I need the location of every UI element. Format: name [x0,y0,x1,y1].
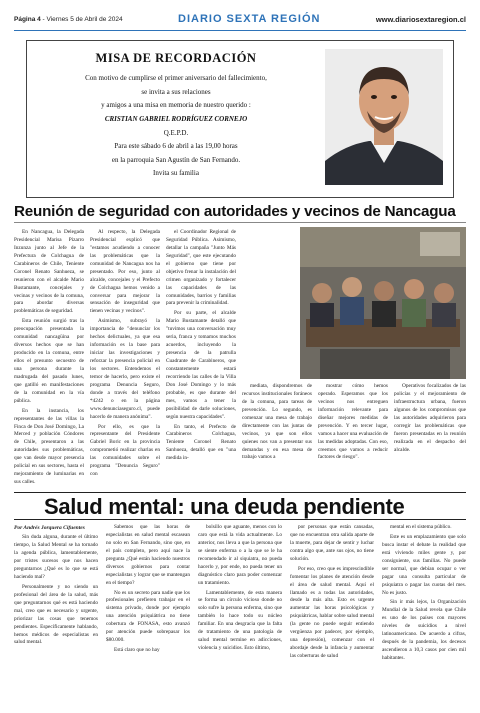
article2-column-1 [14,524,98,649]
meeting-photo [300,227,466,379]
article1-column-5 [318,383,388,464]
memorial-title: MISA DE RECORDACIÓN [95,51,257,65]
paragraph: Al respecto, la Delegada Presidencial explicó que "estamos acudiendo a conocer las problemáticas que la comunidad de Nancagua nos ha presentado. Por eso, junto al alcalde, concejales y el Prefecto de Colchagua hemos venido a conversar para mejorar la sensación de inseguridad que tienen vecinas y vecinos". [90,229,160,315]
memorial-line: se invita a sus relaciones [141,87,211,96]
article2-body [14,524,466,704]
paragraph: Por eso, creo que es imprescindible fomentar los planes de atención desde el área de salud mental. Aquí el llamado es a todas las autoridades, desde la más alta. Esto es urgente aumentar las horas psicológicas y psiquiátricas, hablar sobre salud mental (la gente no puede seguir entiendo vergüenza por padecer, por ejemplo, una depresión), comenzar con el abordaje desde la infancia y aumentar las coberturas de salud [290,565,374,659]
article1-column-6 [394,383,466,456]
page-number: Página 4 [14,15,41,23]
paragraph: Por ello, es que la representante del Presidente Gabriel Boric en la provincia comprometió realizar charlas en las comunidades sobre el programa "Denuncia Seguro" con [90,423,160,478]
memorial-qepd: Q.E.P.D. [163,128,189,137]
paragraph: mediata, dispondremos de recursos institucionales foráneos de la comuna, para tareas de prevención. Lo segundo, es comenzar una mesa de trabajo directamente con las juntas de vecinos, ya que son ellos quienes nos van a presentar sus demandas y en esa mesa de trabajo vamos a [242,383,312,461]
paragraph: Sin duda alguna, durante el último tiempo, la Salud Mental se ha tornado la agenda pública, lamentablemente, por tristes sucesos que nos hacen preguntarnos ¿Qué es lo que se está haciendo mal? [14,534,98,580]
memorial-line: Con motivo de cumplirse el primer aniversario del fallecimiento, [85,74,267,82]
article1-column-4 [242,383,312,464]
paragraph: Sin ir más lejos, la Organización Mundial de la Salud revela que Chile es uno de los países con mayores niveles de suicidios a nivel latinoamericano. De acuerdo a cifras, después de la pandemia, los decesos ascendieron a 10,3 casos por cien mil habitantes. [382,599,466,661]
memorial-line: y amigos a una misa en memoria de nuestro querido : [101,101,251,110]
portrait-photo [325,49,443,185]
paragraph: Esta reunión surgió tras la preocupación presentada la comunidad nancagüina por diversos hechos que se han producido en la comuna, entre ellos el presunto secuestro de una persona durante la madrugada del pasado lunes, que gatilló en manifestaciones de la comunidad en la vía pública. [14,318,84,404]
article1-body [14,227,466,487]
memorial-line: Para este sábado 6 de abril a las 19,00 horas [114,142,238,151]
article1-column-3 [166,229,236,465]
website-link[interactable]: www.diariosextaregion.cl [375,14,466,24]
article2-column-2 [106,524,190,657]
header-rule [14,30,466,31]
paragraph: No es un secreto para nadie que los profesionales prefieren trabajar en el sistema privado, donde por ejemplo una atención psiquiátrica no tiene cobertura de FONASA, esto avanzó por atención puede sobrepasar los $80.000. [106,589,190,644]
memorial-notice [26,40,454,198]
paragraph: En tanto, el Prefecto de Carabineros Colchagua, Teniente Coronel Renato Sanhueza, detalló que en "una medida in- [166,423,236,462]
article2-column-5 [382,524,466,665]
paragraph: Está claro que no hay [114,647,160,654]
memorial-line: en la parroquia San Agustín de San Fernando. [111,155,241,164]
article2-column-3 [198,524,282,655]
paragraph: el Coordinador Regional de Seguridad Pública. Asimismo, detallar la campaña "Junto Más Seguridad", que este ejecutando el gobierno que tiene por objetivo frenar la instalación del crimen organizado y fortalecer las capacidades de las comunidades, barrios y familias para prevenir la criminalidad. [166,229,236,307]
paragraph: Personalmente y no siendo un profesional del área de la salud, más que preguntarnos qué es está haciendo mal, creo que es necesario y urgente, priorizar las cosas que tenemos pendientes. Específicamente hablando, hemos médicos de especialistas en salud mental. [14,583,98,646]
paragraph: mostrar cómo hemos operado. Esperamos que los vecinos nos entreguen información relevante para diseñar mejores medidas de prevención. Y en tercer lugar, vamos a hacer una evaluación de las medidas adoptadas. Con eso, creemos que vamos a reducir factores de riesgo". [318,383,388,461]
issue-date: Viernes 5 de Abril de 2024 [46,15,123,23]
headline-rule [14,222,466,223]
paragraph: por personas que están cansadas, que no encuentran otra salida aparte de la muerte, para dejar de sentir y luchar contra algo que, ante sus ojos, no tiene solución. [290,524,374,562]
article2-headline-box [14,492,466,520]
paragraph: Sabemos que las horas de especialistas en salud mental escasean no solo en San Fernando, sino que, en el país completo, pero aquí nace la pregunta ¿Qué están haciendo nuestros diversos gobiernos para contar especialistas y lograr que se mantengan en el tiempo? [106,524,190,586]
paragraph: Operativos focalizados de las policías y el mejoramiento de infraestructura urbana, fueron algunos de los compromisos que las autoridades adquirieron para corregir las problemáticas que fueron presentadas en la reunión realizada en el despacho del alcalde. [394,383,466,453]
deceased-name: CRISTIAN GABRIEL RODRÍGUEZ CORNEJO [104,114,248,123]
paragraph: mental en el sistema público. [390,524,452,530]
memorial-line: Invita su familia [153,169,199,178]
memorial-text [33,51,319,181]
author-byline: Por Andrés Jorquera Cifuentes [14,525,85,531]
paragraph: Por su parte, el alcalde Mario Bustamante detalló que "tuvimos una conversación muy seria, franca y tomamos muchos acuerdos, incluyendo la presencia de la patrulla Cuadrante de Carabineros, que constantemente estará recorriendo las calles de la Villa Don José Domingo y lo más probable, es que durante del mes, vamos a tener la posibilidad de darle soluciones, según nuestra capacidades". [166,310,236,420]
article2-headline: Salud mental: una deuda pendiente [44,494,405,519]
paragraph: En la instancia, los representantes de las villas la Finca de Don José Domingo, La Merced y población Cóndores de Chile, presentaron a las autoridades sus problemáticas, que van desde mayor presencia policial en sus sectores, hasta el mejoramiento de luminarias en sus calles. [14,407,84,486]
paragraph: Lamentablemente, de esta manera se forma un círculo vicioso donde no solo sufre la persona enferma, sino que también lo hace todo su núcleo familiar. En una desgracia que la falta de tratamiento de una patología de salud mental termine en adicciones, violencia y suicidios. Esto último, [198,589,282,652]
paragraph: En Nancagua, la Delegada Presidencial Marisa Pizarro Inzunza junto al Jefe de la Prefectura de Colchagua de Carabineros de Chile, Teniente Coronel Renato Sanhueza, se reunieron con el alcalde Mario Bustamante, concejales y vecinas y vecinos de la comuna, para abordar diversas problemáticas de seguridad. [14,229,84,315]
article1-column-2 [90,229,160,481]
publication-name: DIARIO SEXTA REGIÓN [178,13,321,25]
article1-headline: Reunión de seguridad con autoridades y vecinos de Nancagua [14,203,456,220]
paragraph: bolsillo que aguante, menos con lo caro que está la vida actualmente. Lo anterior, nos lleva a que la persona que se siente enferma o a la que se le ha recomendado ir al siquiatra, no pueda hacerlo y, por ende, no pueda tener un diagnóstico claro para poder comenzar un tratamiento. [198,524,282,586]
paragraph: Este es un emplazamiento que solo busca instar el debate la realidad que está viviendo miles gente y, por consiguiente, sus familias. No puede ser normal, que debían ocupar o ver pagar una consulta particular de psiquiatra o pagar las cuotas del mes. No es justo. [382,533,466,596]
page-header [14,10,466,28]
article2-column-4 [290,524,374,663]
article1-column-1 [14,229,84,489]
page-info: Página 4 - Viernes 5 de Abril de 2024 [14,15,123,23]
paragraph: Asimismo, subrayó la importancia de "denunciar los hechos delictuales, ya que esa información es la base para iniciar las investigaciones y reforzar la presencia policial en los sectores. Entendemos el temor de hacerlo, pero existe el programa Denuncia Seguro, donde a través del teléfono *4242 o en la página www.denunciaseguro.cl, puede hacerlo de manera anónima". [90,318,160,420]
